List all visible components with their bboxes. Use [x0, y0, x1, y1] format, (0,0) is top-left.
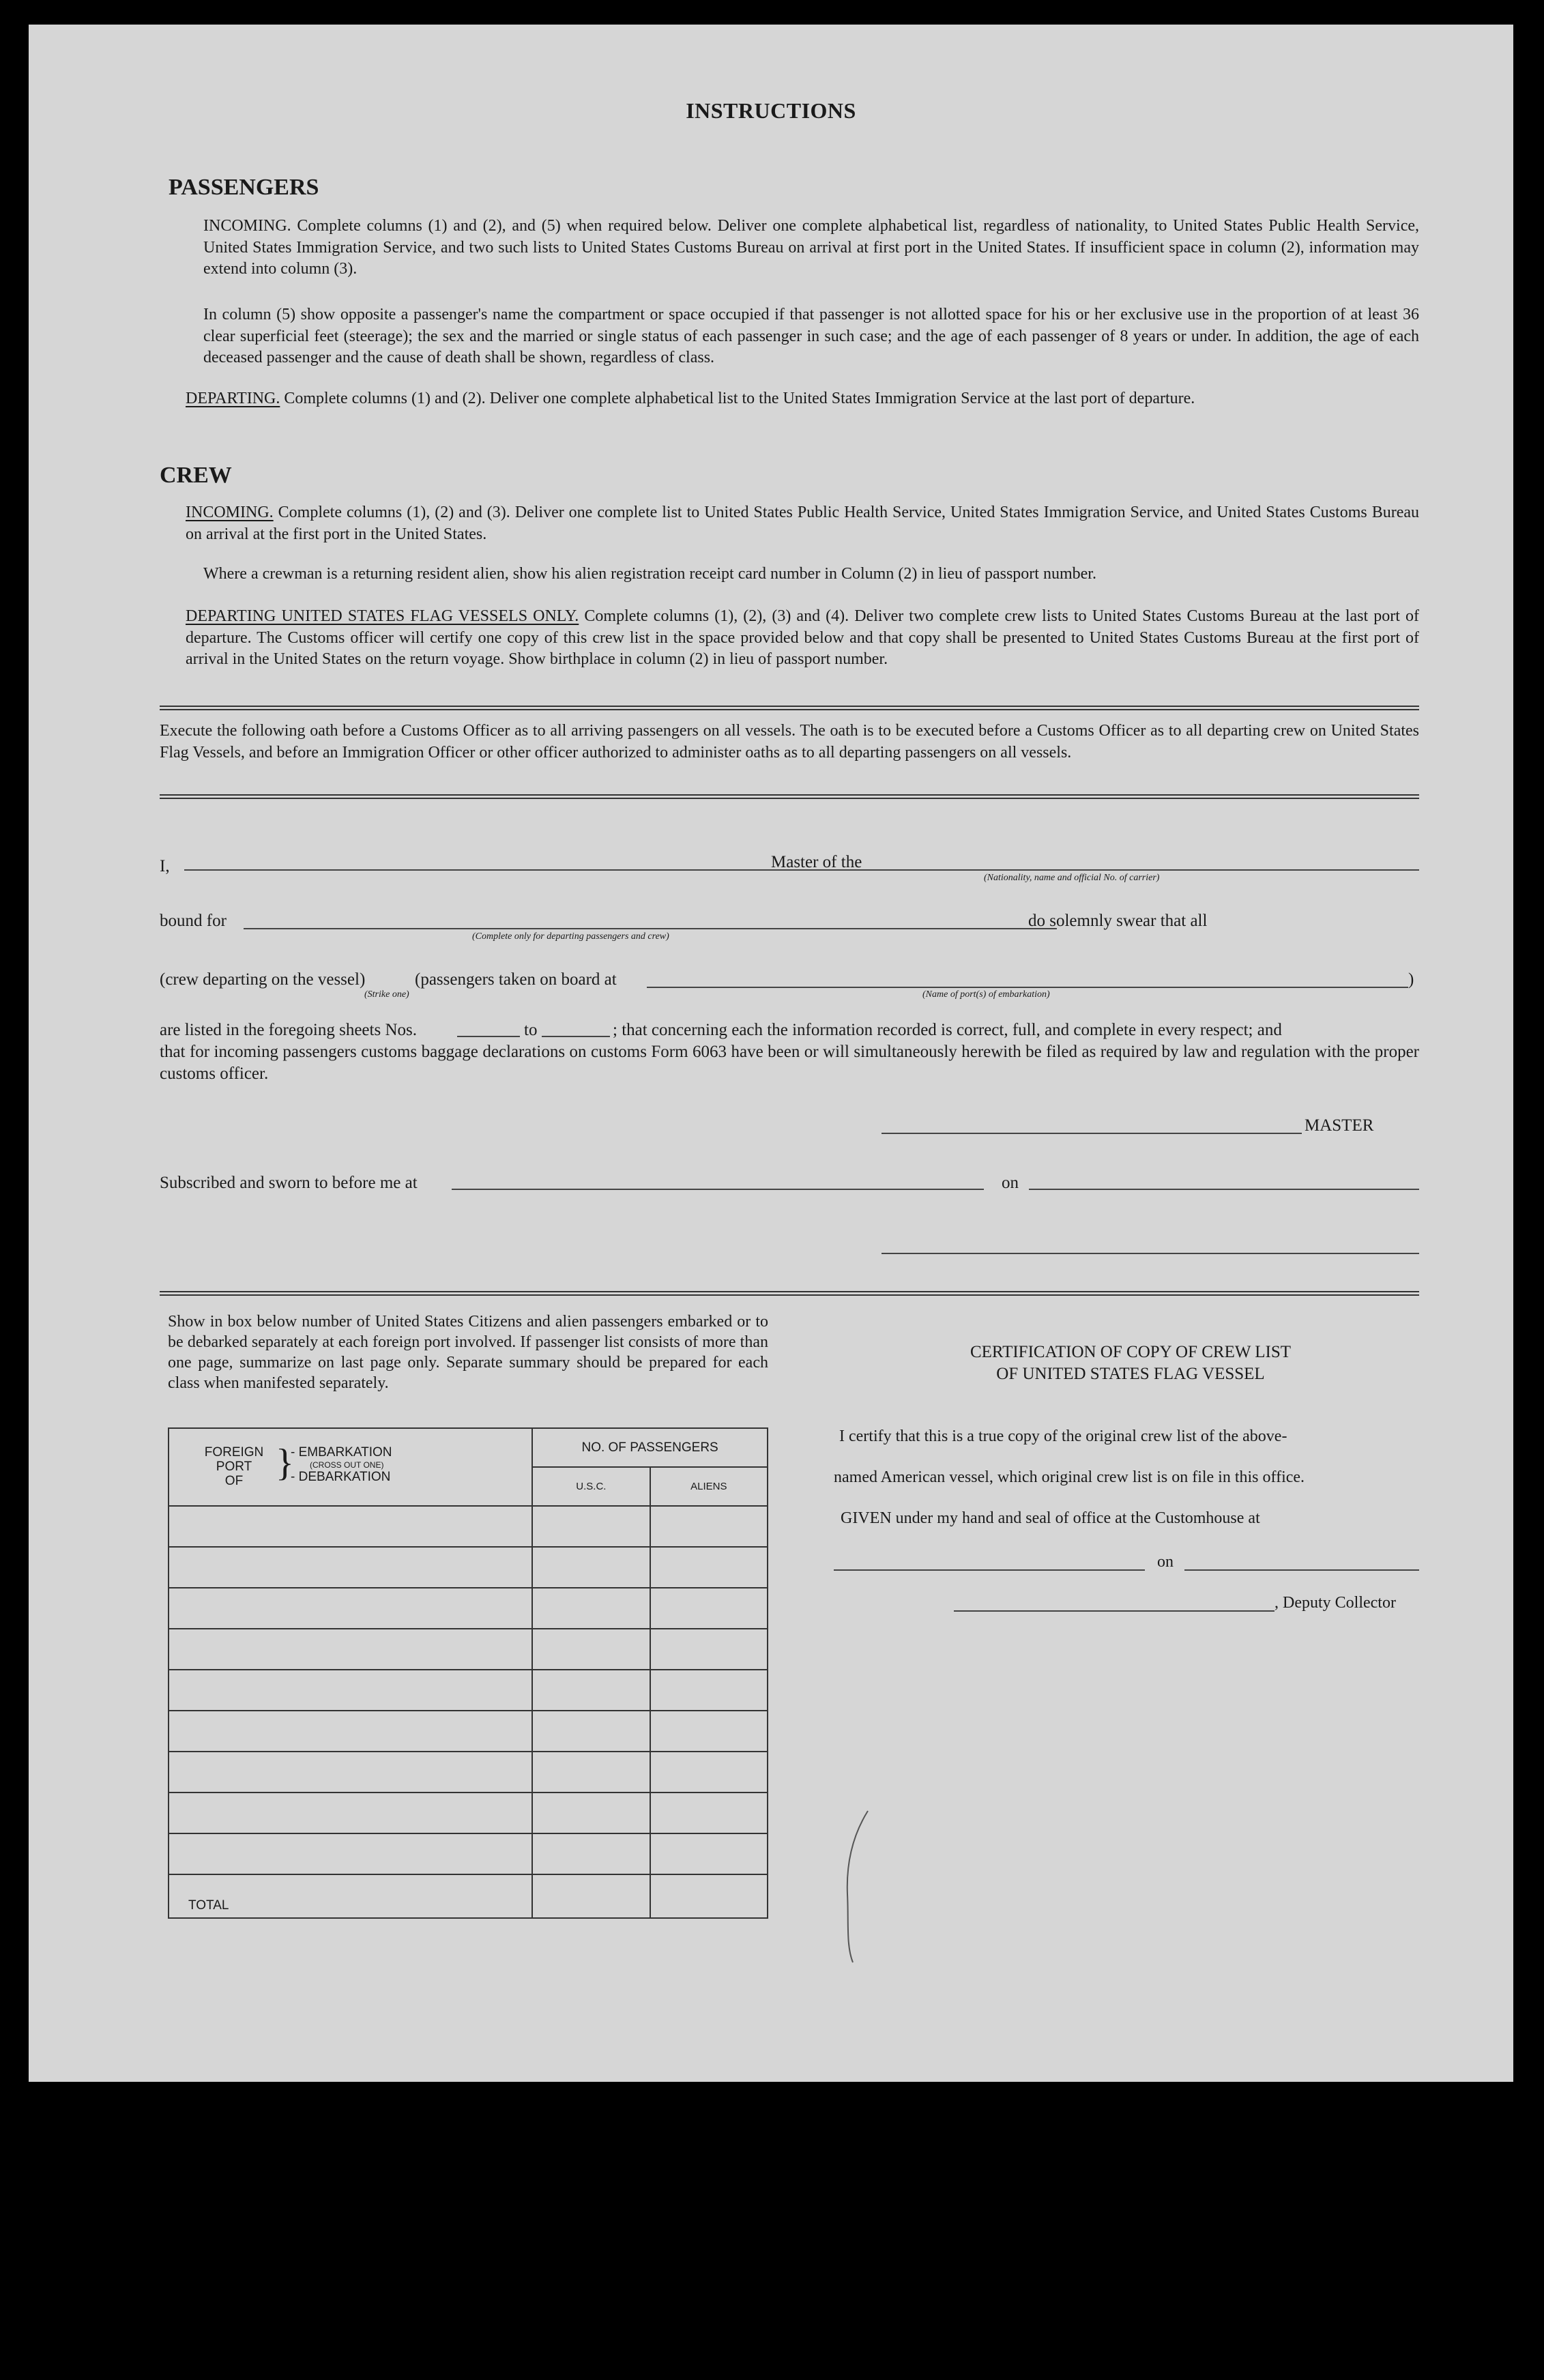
given-text: GIVEN under my hand and seal of office at the Customhouse at	[841, 1509, 1260, 1527]
crew-departing-option[interactable]: (crew departing on the vessel)	[160, 970, 366, 989]
certification-title-line1: CERTIFICATION OF COPY OF CREW LIST	[970, 1343, 1292, 1361]
sheet-from-field[interactable]	[457, 1036, 520, 1037]
passengers-departing-paragraph	[186, 388, 1419, 410]
master-of-label: Master of the	[771, 853, 862, 871]
port-cell[interactable]	[169, 1711, 532, 1752]
aliens-cell[interactable]	[650, 1547, 768, 1588]
table-row	[169, 1506, 768, 1547]
aliens-header: ALIENS	[650, 1467, 768, 1506]
foreign-label: FOREIGN	[204, 1445, 264, 1460]
no-passengers-header: NO. OF PASSENGERS	[532, 1428, 768, 1467]
embarkation-port-field[interactable]	[647, 987, 1408, 988]
oath-instruction: Execute the following oath before a Customs Officer as to all arriving passengers on all vessels. The oath is to be executed before a Customs Officer as to all departing crew on United States Flag Vessels, and before an Immigration Officer or other officer authorized to administer oaths as to all departing passengers on all vessels.	[160, 722, 1419, 761]
passengers-taken-option[interactable]: (passengers taken on board at	[415, 970, 617, 989]
passengers-column5-paragraph: In column (5) show opposite a passenger's name the compartment or space occupied if that passenger is not allotted space for his or her exclusive use in the proportion of at least 36 clear superficial feet (steerage); the sex and the married or single status of each passenger in such case; and the age of each passenger of 8 years or under. In addition, the age of each deceased passenger and the cause of death shall be shown, regardless of class.	[203, 306, 1419, 366]
passengers-heading: PASSENGERS	[169, 175, 319, 200]
passengers-incoming-paragraph	[203, 216, 1419, 280]
table-row	[169, 1588, 768, 1629]
table-row	[169, 1752, 768, 1793]
crew-incoming-text: Complete columns (1), (2) and (3). Deliver one complete list to United States Public Health Service, United States Immigration Service, and United States Customs Bureau on arrival at the first port in the United States.	[186, 504, 1420, 543]
usc-cell[interactable]	[532, 1711, 650, 1752]
divider	[160, 794, 1419, 799]
port-header-cell	[169, 1428, 532, 1506]
to-label: to	[524, 1021, 538, 1039]
close-paren: )	[1408, 970, 1414, 989]
sworn-date-field[interactable]	[1029, 1189, 1419, 1190]
usc-cell[interactable]	[532, 1833, 650, 1874]
master-signature-field[interactable]	[882, 1133, 1302, 1134]
brace-icon: }	[276, 1442, 294, 1484]
listed-rest: that for incoming passengers customs baggage declarations on customs Form 6063 have been or will simultaneously herewith be filed as required by law and regulation with the proper customs officer.	[160, 1043, 1419, 1083]
table-row	[169, 1793, 768, 1833]
table-row	[169, 1547, 768, 1588]
deputy-signature-field[interactable]	[954, 1610, 1274, 1612]
total-label: TOTAL	[169, 1874, 532, 1918]
summary-instruction: Show in box below number of United States Citizens and alien passengers embarked or to be debarked separately at each foreign port involved. If passenger list consists of more than one page, summarize on last page only. Separate summary should be prepared for each class when manifested separately.	[168, 1313, 768, 1392]
port-cell[interactable]	[169, 1752, 532, 1793]
usc-cell[interactable]	[532, 1793, 650, 1833]
port-cell[interactable]	[169, 1670, 532, 1711]
subscribed-label: Subscribed and sworn to before me at	[160, 1174, 418, 1192]
aliens-cell[interactable]	[650, 1629, 768, 1670]
crew-incoming-paragraph	[186, 502, 1419, 545]
port-label: PORT	[216, 1460, 252, 1474]
passengers-incoming-label: INCOMING.	[203, 217, 291, 235]
aliens-cell[interactable]	[650, 1506, 768, 1547]
strike-one-caption: (Strike one)	[364, 989, 409, 1000]
table-row	[169, 1670, 768, 1711]
instructions-title: INSTRUCTIONS	[686, 98, 856, 123]
port-cell[interactable]	[169, 1629, 532, 1670]
usc-header: U.S.C.	[532, 1467, 650, 1506]
listed-suffix: ; that concerning each the information recorded is correct, full, and complete in every respect; and	[613, 1021, 1282, 1039]
of-label: OF	[224, 1474, 244, 1488]
usc-total-cell[interactable]	[532, 1874, 650, 1918]
aliens-cell[interactable]	[650, 1670, 768, 1711]
crew-heading: CREW	[160, 463, 232, 488]
port-cell[interactable]	[169, 1793, 532, 1833]
usc-cell[interactable]	[532, 1588, 650, 1629]
table-row	[169, 1711, 768, 1752]
carrier-caption: (Nationality, name and official No. of carrier)	[984, 873, 1160, 883]
aliens-cell[interactable]	[650, 1793, 768, 1833]
deputy-collector-label: , Deputy Collector	[1274, 1594, 1396, 1612]
form-sheet	[29, 25, 1513, 2082]
sheet-to-field[interactable]	[542, 1036, 610, 1037]
embarkation-option[interactable]: - EMBARKATION	[291, 1445, 392, 1460]
crew-departing-paragraph	[186, 606, 1419, 671]
ports-caption: (Name of port(s) of embarkation)	[922, 989, 1050, 1000]
crew-incoming-label: INCOMING.	[186, 504, 274, 521]
passengers-departing-text: Complete columns (1) and (2). Deliver one complete alphabetical list to the United States Immigration Service at the last port of departure.	[284, 390, 1195, 407]
certification-line1: I certify that this is a true copy of the original crew list of the above-	[839, 1427, 1287, 1445]
debarkation-option[interactable]: - DEBARKATION	[291, 1470, 391, 1484]
port-cell[interactable]	[169, 1833, 532, 1874]
certification-title-line2: OF UNITED STATES FLAG VESSEL	[996, 1365, 1265, 1383]
usc-cell[interactable]	[532, 1629, 650, 1670]
passenger-summary-table	[168, 1427, 768, 1919]
oath-i-label: I,	[160, 857, 170, 875]
crew-departing-label: DEPARTING UNITED STATES FLAG VESSELS ONLY.	[186, 607, 579, 625]
bound-for-field[interactable]	[244, 928, 1057, 929]
aliens-cell[interactable]	[650, 1711, 768, 1752]
master-label: MASTER	[1305, 1116, 1374, 1135]
cross-out-note: (CROSS OUT ONE)	[310, 1460, 384, 1470]
bound-for-label: bound for	[160, 912, 227, 930]
sworn-place-field[interactable]	[452, 1189, 984, 1190]
usc-cell[interactable]	[532, 1670, 650, 1711]
port-cell[interactable]	[169, 1506, 532, 1547]
usc-cell[interactable]	[532, 1547, 650, 1588]
passengers-departing-label: DEPARTING.	[186, 390, 280, 407]
port-cell[interactable]	[169, 1588, 532, 1629]
aliens-cell[interactable]	[650, 1833, 768, 1874]
officer-signature-field[interactable]	[882, 1253, 1419, 1254]
aliens-total-cell[interactable]	[650, 1874, 768, 1918]
port-cell[interactable]	[169, 1547, 532, 1588]
certification-date-field[interactable]	[1184, 1569, 1419, 1571]
certification-title	[834, 1341, 1427, 1385]
total-row	[169, 1874, 768, 1918]
certification-on-label: on	[1157, 1553, 1174, 1571]
customhouse-field[interactable]	[834, 1569, 1145, 1571]
aliens-cell[interactable]	[650, 1588, 768, 1629]
sworn-on-label: on	[1002, 1174, 1019, 1192]
table-row	[169, 1629, 768, 1670]
passengers-incoming-text: Complete columns (1) and (2), and (5) when required below. Deliver one complete alphabetical list, regardless of nationality, to United States Public Health Service, United States Immigration Service, and two such lists to United States Customs Bureau on arrival at first port in the United States. If insufficient space in column (2), information may extend into column (3).	[203, 217, 1420, 278]
divider	[160, 706, 1419, 710]
crew-departing-text: Complete columns (1), (2), (3) and (4). Deliver two complete crew lists to United States Customs Bureau at the last port of departure. The Customs officer will certify one copy of this crew list in the space provided below and that copy shall be presented to United States Customs Bureau at the first port of arrival in the United States on the return voyage. Show birthplace in column (2) in lieu of passport number.	[186, 607, 1420, 668]
table-row	[169, 1833, 768, 1874]
carrier-field[interactable]	[877, 869, 1419, 871]
certification-line2: named American vessel, which original crew list is on file in this office.	[834, 1468, 1305, 1486]
crew-resident-paragraph: Where a crewman is a returning resident alien, show his alien registration receipt card number in Column (2) in lieu of passport number.	[203, 565, 1096, 583]
divider	[160, 1291, 1419, 1296]
listed-prefix: are listed in the foregoing sheets Nos.	[160, 1021, 417, 1039]
pencil-mark	[834, 1805, 875, 1969]
aliens-cell[interactable]	[650, 1752, 768, 1793]
usc-cell[interactable]	[532, 1752, 650, 1793]
bound-for-caption: (Complete only for departing passengers and crew)	[472, 931, 669, 942]
usc-cell[interactable]	[532, 1506, 650, 1547]
swear-text: do solemnly swear that all	[1028, 912, 1208, 930]
